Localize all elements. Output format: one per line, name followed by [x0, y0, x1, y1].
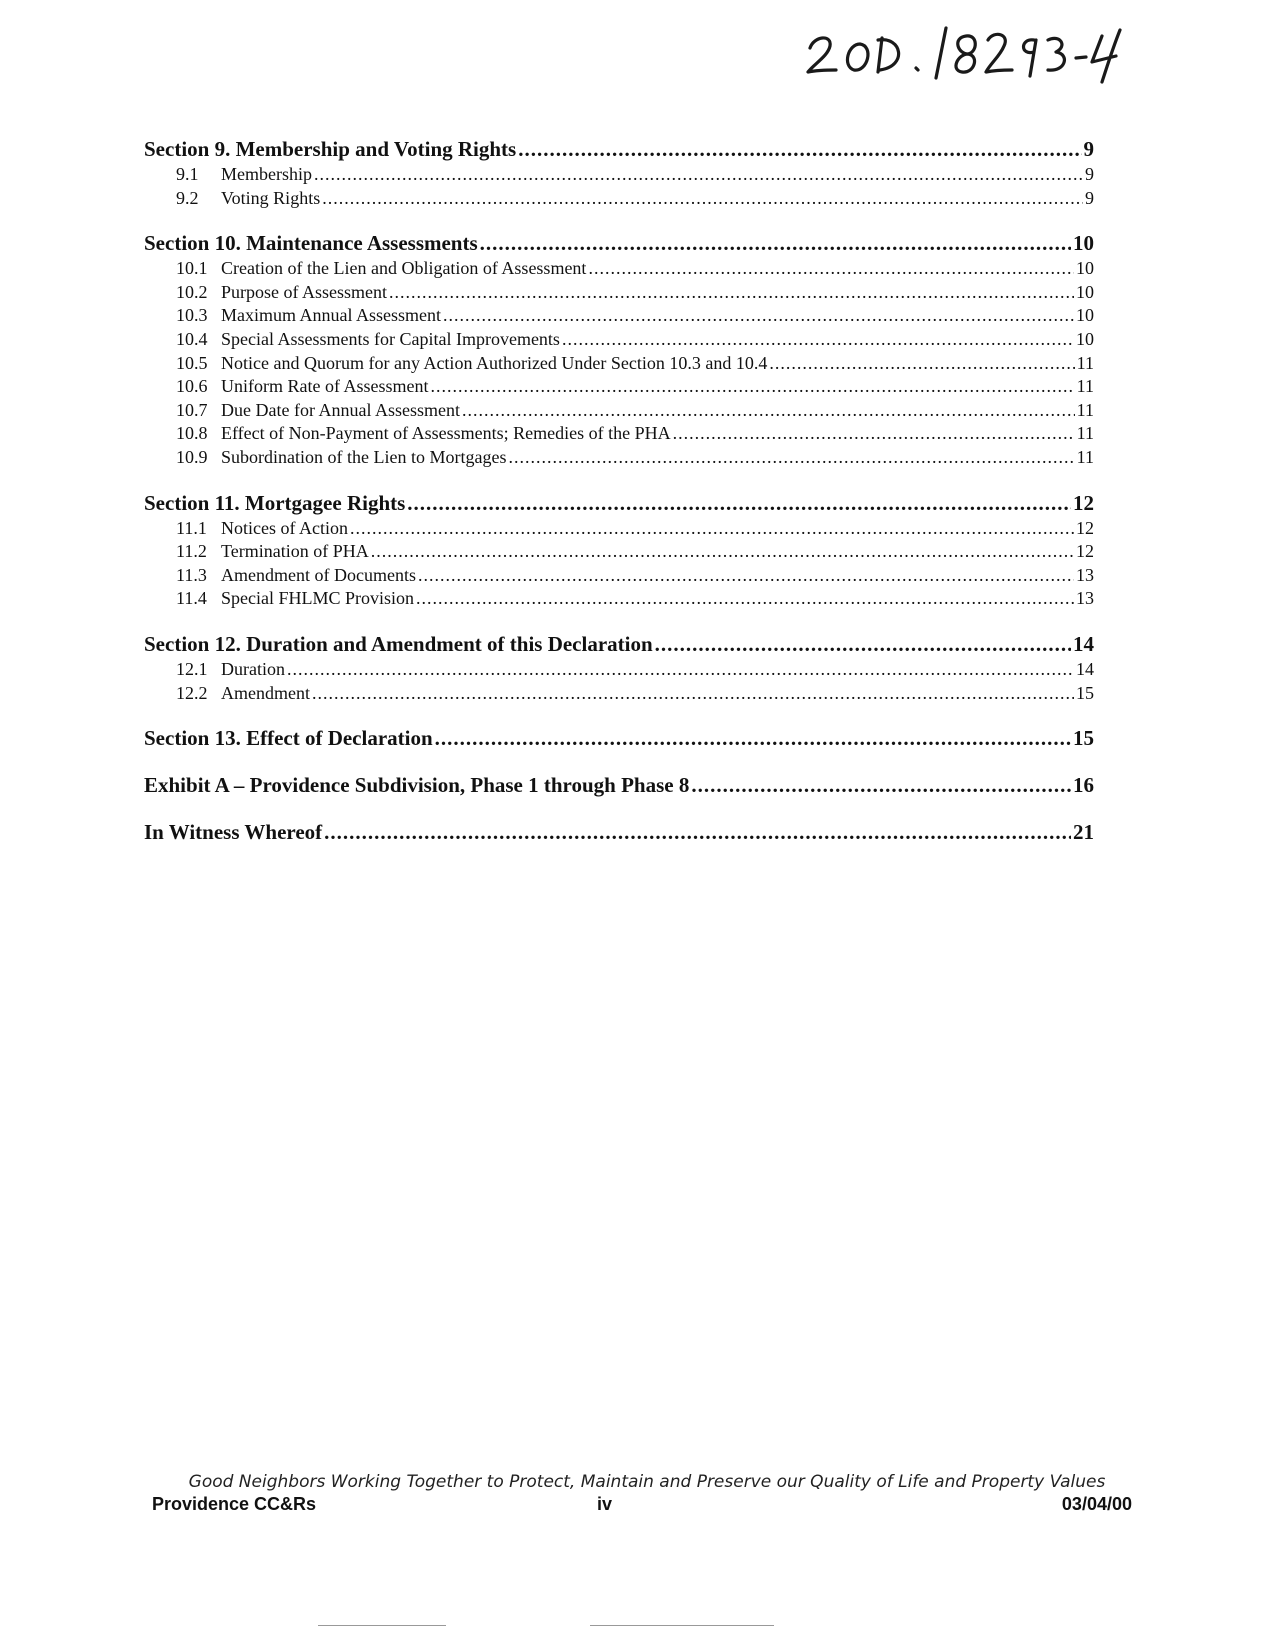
- dot-leader: [691, 772, 1071, 799]
- toc-entry-number: 10.6: [176, 376, 208, 397]
- toc-entry-number: 10.9: [176, 446, 208, 467]
- toc-entry-page: 11: [1076, 399, 1094, 420]
- toc-entry: [144, 304, 1094, 328]
- toc-heading-label: Section 13. Effect of Declaration: [144, 726, 433, 751]
- dot-leader: [462, 399, 1075, 423]
- scan-artifact-line: [590, 1625, 774, 1626]
- toc-heading-page: 16: [1073, 773, 1094, 798]
- dot-leader: [562, 328, 1074, 352]
- dot-leader: [443, 304, 1074, 328]
- toc-entry-label: Creation of the Lien and Obligation of Assessment: [221, 258, 587, 279]
- toc-entry-number: 11.2: [176, 541, 207, 562]
- toc-heading-page: 14: [1073, 631, 1094, 656]
- dot-leader: [769, 352, 1074, 376]
- toc-heading-label: Section 9. Membership and Voting Rights: [144, 137, 517, 161]
- toc-entry: [144, 399, 1094, 423]
- toc-entry-page: 11: [1076, 423, 1094, 444]
- dot-leader: [588, 257, 1074, 281]
- toc-entry-label: Due Date for Annual Assessment: [221, 399, 460, 420]
- toc-entry: [144, 517, 1094, 541]
- toc-entry-number: 10.3: [176, 305, 208, 326]
- handwritten-annotation-drawing: [790, 10, 1130, 90]
- dot-leader: [418, 564, 1074, 588]
- toc-heading-label: Exhibit A – Providence Subdivision, Phase 1 through Phase 8: [144, 773, 690, 798]
- toc-entry-label: Special Assessments for Capital Improvements: [221, 328, 560, 349]
- page-footer: [152, 1472, 1132, 1515]
- toc-section: [144, 725, 1094, 752]
- dot-leader: [655, 631, 1071, 658]
- dot-leader: [322, 187, 1083, 211]
- toc-entry-label: Membership: [221, 164, 312, 184]
- toc-entry-page: 15: [1076, 682, 1094, 703]
- table-of-contents: [144, 136, 1094, 866]
- toc-heading: [144, 230, 1094, 257]
- footer-row: [152, 1494, 1132, 1515]
- toc-entry-number: 10.7: [176, 399, 208, 420]
- dot-leader: [389, 281, 1074, 305]
- toc-entry-number: 10.4: [176, 328, 208, 349]
- toc-heading: [144, 819, 1094, 846]
- toc-heading-page: 21: [1073, 820, 1094, 845]
- toc-section: [144, 230, 1094, 469]
- toc-entry: [144, 257, 1094, 281]
- toc-heading: [144, 136, 1094, 163]
- toc-entry-page: 13: [1076, 564, 1094, 585]
- toc-entry-label: Special FHLMC Provision: [221, 588, 415, 609]
- toc-section: [144, 136, 1094, 210]
- dot-leader: [430, 375, 1074, 399]
- dot-leader: [416, 587, 1074, 611]
- toc-heading-label: Section 10. Maintenance Assessments: [144, 231, 478, 256]
- toc-entry-label: Purpose of Assessment: [221, 281, 387, 302]
- dot-leader: [508, 446, 1074, 470]
- toc-entry-label: Subordination of the Lien to Mortgages: [221, 446, 507, 467]
- toc-entry-label: Voting Rights: [221, 187, 321, 208]
- toc-entry-page: 11: [1076, 446, 1094, 467]
- toc-entry-label: Uniform Rate of Assessment: [221, 376, 429, 397]
- toc-entry-number: 10.5: [176, 352, 208, 373]
- toc-entry: [144, 281, 1094, 305]
- dot-leader: [324, 819, 1071, 846]
- toc-entry-page: 13: [1076, 588, 1094, 609]
- toc-entry: [144, 587, 1094, 611]
- toc-entry-label: Maximum Annual Assessment: [221, 305, 441, 326]
- toc-heading-page: 15: [1073, 726, 1094, 751]
- toc-heading: [144, 631, 1094, 658]
- dot-leader: [371, 540, 1074, 564]
- toc-entry-label: Effect of Non-Payment of Assessments; Remedies of the PHA: [221, 423, 671, 444]
- toc-entry-page: 10: [1076, 281, 1094, 302]
- toc-entry-page: 9: [1085, 187, 1094, 208]
- toc-section: [144, 819, 1094, 846]
- dot-leader: [518, 136, 1081, 163]
- toc-entry-number: 10.8: [176, 423, 208, 444]
- footer-page-number: iv: [597, 1494, 613, 1514]
- toc-heading: [144, 772, 1094, 799]
- toc-entry: [144, 422, 1094, 446]
- dot-leader: [312, 682, 1074, 706]
- toc-entry-number: 9.1: [176, 164, 199, 184]
- toc-entry-number: 11.4: [176, 588, 207, 609]
- toc-entry-label: Amendment of Documents: [221, 564, 416, 585]
- toc-entry-page: 11: [1076, 376, 1094, 397]
- toc-entry: [144, 540, 1094, 564]
- toc-entry-page: 10: [1076, 258, 1094, 279]
- toc-heading-label: Section 12. Duration and Amendment of this Declaration: [144, 631, 653, 656]
- toc-heading: [144, 725, 1094, 752]
- dot-leader: [480, 230, 1071, 257]
- toc-entry-page: 9: [1085, 164, 1094, 184]
- toc-entry-page: 10: [1076, 305, 1094, 326]
- toc-entry-page: 12: [1076, 517, 1094, 538]
- toc-heading-page: 10: [1073, 231, 1094, 256]
- toc-entry-number: 10.1: [176, 258, 208, 279]
- toc-section: [144, 490, 1094, 611]
- toc-entry-number: 11.1: [176, 517, 207, 538]
- toc-entry: [144, 375, 1094, 399]
- toc-entry-number: 12.2: [176, 682, 208, 703]
- toc-entry: [144, 564, 1094, 588]
- toc-entry-page: 10: [1076, 328, 1094, 349]
- footer-motto: Good Neighbors Working Together to Protect, Maintain and Preserve our Quality of Life and Property Values: [188, 1472, 1106, 1492]
- toc-heading: [144, 490, 1094, 517]
- toc-heading-page: 12: [1073, 490, 1094, 515]
- toc-heading-page: 9: [1083, 137, 1094, 161]
- toc-entry: [144, 328, 1094, 352]
- toc-entry-page: 12: [1076, 541, 1094, 562]
- toc-entry: [144, 446, 1094, 470]
- toc-section: [144, 631, 1094, 705]
- dot-leader: [407, 490, 1071, 517]
- toc-entry-number: 12.1: [176, 658, 208, 679]
- toc-entry-number: 10.2: [176, 281, 208, 302]
- dot-leader: [287, 658, 1074, 682]
- toc-entry: [144, 682, 1094, 706]
- toc-entry: [144, 658, 1094, 682]
- footer-document-name: Providence CC&Rs: [152, 1494, 317, 1514]
- toc-heading-label: In Witness Whereof: [144, 820, 323, 845]
- toc-entry-number: 9.2: [176, 187, 199, 208]
- toc-entry-label: Notice and Quorum for any Action Authorized Under Section 10.3 and 10.4: [221, 352, 768, 373]
- toc-entry: [144, 352, 1094, 376]
- handwritten-annotation: [790, 10, 1130, 90]
- toc-entry-label: Amendment: [221, 682, 310, 703]
- dot-leader: [314, 163, 1083, 187]
- toc-entry-number: 11.3: [176, 564, 207, 585]
- dot-leader: [673, 422, 1075, 446]
- toc-entry-page: 14: [1076, 658, 1094, 679]
- scan-artifact-line: [318, 1625, 446, 1626]
- toc-entry: [144, 163, 1094, 187]
- dot-leader: [435, 725, 1071, 752]
- toc-section: [144, 772, 1094, 799]
- toc-entry-label: Notices of Action: [221, 517, 348, 538]
- toc-heading-label: Section 11. Mortgagee Rights: [144, 490, 406, 515]
- toc-entry-label: Duration: [221, 658, 285, 679]
- toc-entry: [144, 187, 1094, 211]
- toc-entry-label: Termination of PHA: [221, 541, 369, 562]
- footer-date: 03/04/00: [1061, 1494, 1132, 1514]
- dot-leader: [350, 517, 1074, 541]
- toc-entry-page: 11: [1076, 352, 1094, 373]
